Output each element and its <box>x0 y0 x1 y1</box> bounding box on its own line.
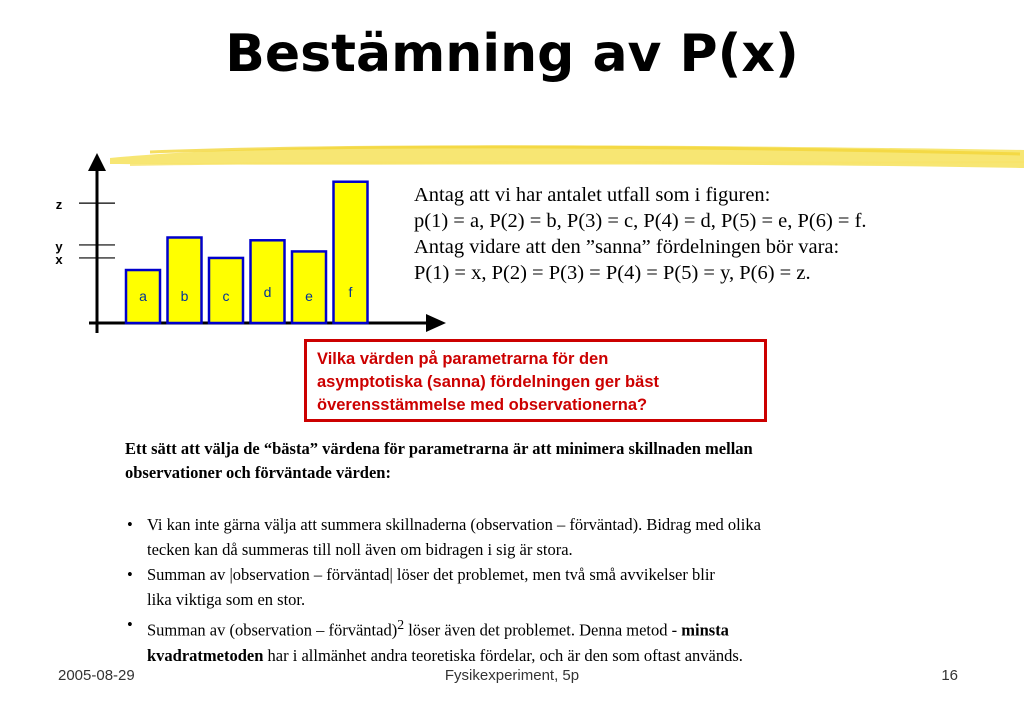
lead-line: observationer och förväntade värden: <box>125 463 391 482</box>
bullet-line: tecken kan då summeras till noll även om bidragen i sig är stora. <box>147 540 573 559</box>
question-line: asymptotiska (sanna) fördelningen ger bäst <box>317 373 659 391</box>
bullet-line: • Vi kan inte gärna välja att summera skillnaderna (observation – förväntad). Bidrag med olika <box>147 515 761 534</box>
bullet-text: Summan av (observation – förväntad) <box>147 620 398 640</box>
question-line: Vilka värden på parametrarna för den <box>317 350 609 368</box>
bar-label-b: b <box>180 288 189 304</box>
bullet-text: har i allmänhet andra teoretiska fördelar, och är den som oftast används. <box>263 645 743 665</box>
y-tick-label: y <box>55 238 63 254</box>
lead-line: Ett sätt att välja de “bästa” värdena för parametrarna är att minimera skillnaden mellan <box>125 439 753 458</box>
question-line: överensstämmelse med observationerna? <box>317 396 648 414</box>
bar-label-a: a <box>139 288 147 304</box>
footer-date: 2005-08-29 <box>58 667 135 684</box>
intro-line: p(1) = a, P(2) = b, P(3) = c, P(4) = d, P(5) = e, P(6) = f. <box>414 210 867 232</box>
bar-d <box>251 240 285 323</box>
intro-line: Antag vidare att den ”sanna” fördelningen bör vara: <box>414 236 840 258</box>
bar-label-f: f <box>348 284 353 300</box>
method-name: minsta <box>681 620 729 640</box>
y-tick-label: x <box>55 251 63 267</box>
bar-label-e: e <box>305 288 313 304</box>
bullet-item <box>125 562 1005 612</box>
question-box <box>304 339 767 422</box>
method-name: kvadratmetoden <box>147 645 264 665</box>
bullet-line: lika viktiga som en stor. <box>147 590 306 609</box>
bar-label-d: d <box>263 284 272 300</box>
intro-line: Antag att vi har antalet utfall som i figuren: <box>414 184 771 206</box>
bullet-line: • Summan av |observation – förväntad| löser det problemet, men två små avvikelser blir <box>147 565 715 584</box>
y-axis-arrow <box>88 153 106 171</box>
bar-f <box>334 182 368 323</box>
intro-line: P(1) = x, P(2) = P(3) = P(4) = P(5) = y, P(6) = z. <box>414 262 811 284</box>
intro-text <box>414 182 1014 286</box>
bar-label-c: c <box>222 288 230 304</box>
bullet-text: löser även det problemet. Denna metod - <box>404 620 682 640</box>
footer-page-number: 16 <box>941 667 958 684</box>
histogram-chart <box>40 145 460 345</box>
x-axis-arrow <box>426 314 446 332</box>
y-tick-label: z <box>55 197 63 213</box>
bullet-list <box>125 512 1005 668</box>
footer-course: Fysikexperiment, 5p <box>444 667 580 684</box>
lead-paragraph <box>125 437 985 485</box>
bullet-item <box>125 512 1005 562</box>
bar-b <box>168 237 202 323</box>
superscript-two: 2 <box>397 617 405 632</box>
bullet-item <box>125 612 1005 668</box>
slide-title: Bestämning av P(x) <box>225 24 799 84</box>
